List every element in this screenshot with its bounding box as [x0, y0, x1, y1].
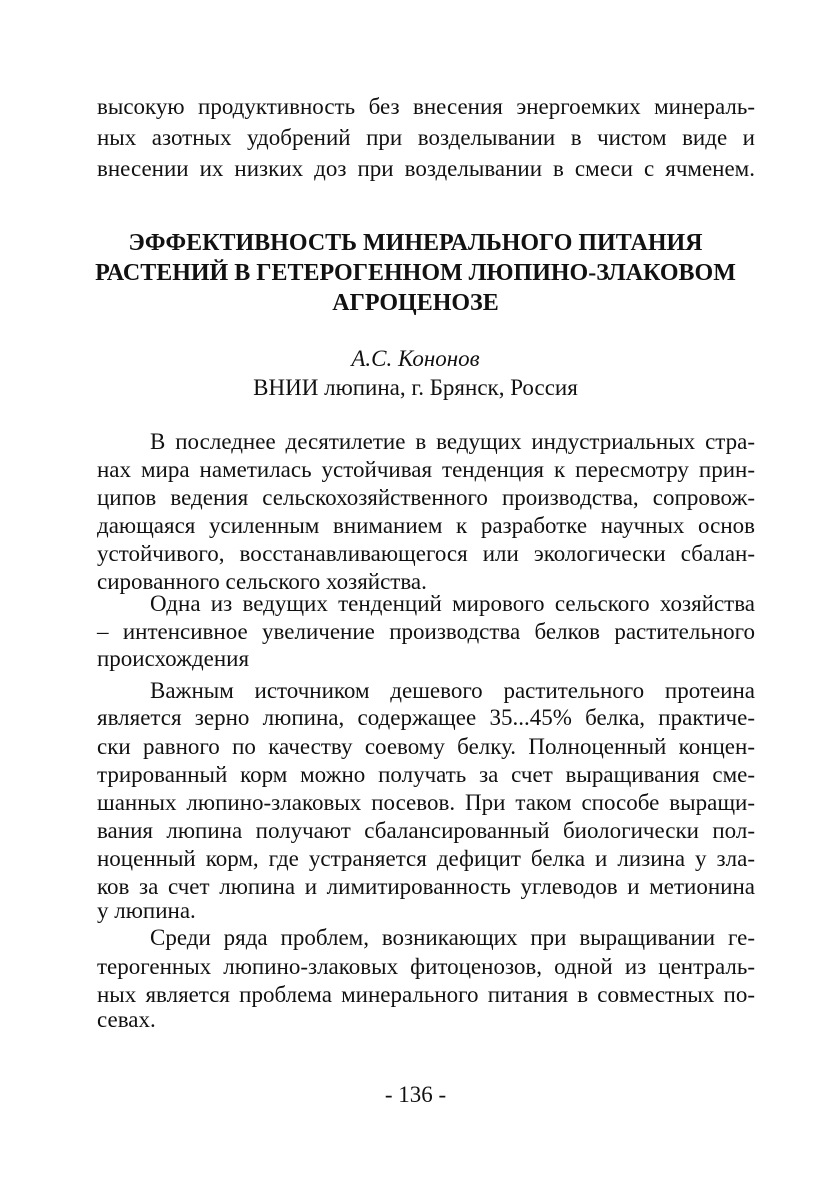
- text-line: внесении их низких доз при возделывании в смеси с ячменем.: [97, 156, 755, 181]
- text-line: Важным источником дешевого растительного протеина: [150, 678, 755, 703]
- text-line: высокую продуктивность без внесения энергоемких минераль-: [97, 94, 755, 119]
- text-line: ных является проблема минерального питания в совместных по-: [97, 982, 755, 1007]
- text-line: нах мира наметилась устойчивая тенденция к пересмотру прин-: [97, 457, 755, 482]
- text-line: устойчивого, восстанавливающегося или экологически сбалан-: [97, 541, 755, 566]
- author-affiliation: ВНИИ люпина, г. Брянск, Россия: [253, 375, 578, 400]
- text-line: вания люпина получают сбалансированный биологически пол-: [97, 818, 755, 843]
- text-line: В последнее десятилетие в ведущих индустриальных стра-: [150, 429, 755, 454]
- title-line: РАСТЕНИЙ В ГЕТЕРОГЕННОМ ЛЮПИНО-ЗЛАКОВОМ: [95, 260, 736, 286]
- author-name: А.С. Кононов: [351, 346, 480, 371]
- text-line: Среди ряда проблем, возникающих при выращивании ге-: [150, 925, 755, 950]
- text-line: ноценный корм, где устраняется дефицит белка и лизина у зла-: [97, 846, 755, 871]
- text-line: сированного сельского хозяйства.: [97, 569, 427, 594]
- text-line: ных азотных удобрений при возделывании в чистом виде и: [97, 125, 755, 150]
- text-line: трированный корм можно получать за счет выращивания сме-: [97, 762, 755, 787]
- text-line: у люпина.: [97, 898, 196, 923]
- text-line: – интенсивное увеличение производства белков растительного: [97, 619, 755, 644]
- text-line: ципов ведения сельскохозяйственного производства, сопровож-: [97, 485, 755, 510]
- text-line: дающаяся усиленным вниманием к разработке научных основ: [97, 513, 755, 538]
- text-line: шанных люпино-злаковых посевов. При таком способе выращи-: [97, 790, 755, 815]
- text-line: является зерно люпина, содержащее 35...45% белка, практиче-: [97, 705, 755, 730]
- title-line: ЭФФЕКТИВНОСТЬ МИНЕРАЛЬНОГО ПИТАНИЯ: [128, 230, 703, 256]
- text-line: ски равного по качеству соевому белку. Полноценный концен-: [97, 734, 755, 759]
- page-number: - 136 -: [384, 1082, 447, 1107]
- text-line: севах.: [97, 1007, 156, 1032]
- text-line: происхождения: [97, 646, 250, 671]
- text-line: Одна из ведущих тенденций мирового сельского хозяйства: [150, 591, 755, 616]
- text-line: ков за счет люпина и лимитированность углеводов и метионина: [97, 874, 755, 899]
- title-line: АГРОЦЕНОЗЕ: [332, 290, 499, 316]
- text-line: терогенных люпино-злаковых фитоценозов, одной из централь-: [97, 954, 755, 979]
